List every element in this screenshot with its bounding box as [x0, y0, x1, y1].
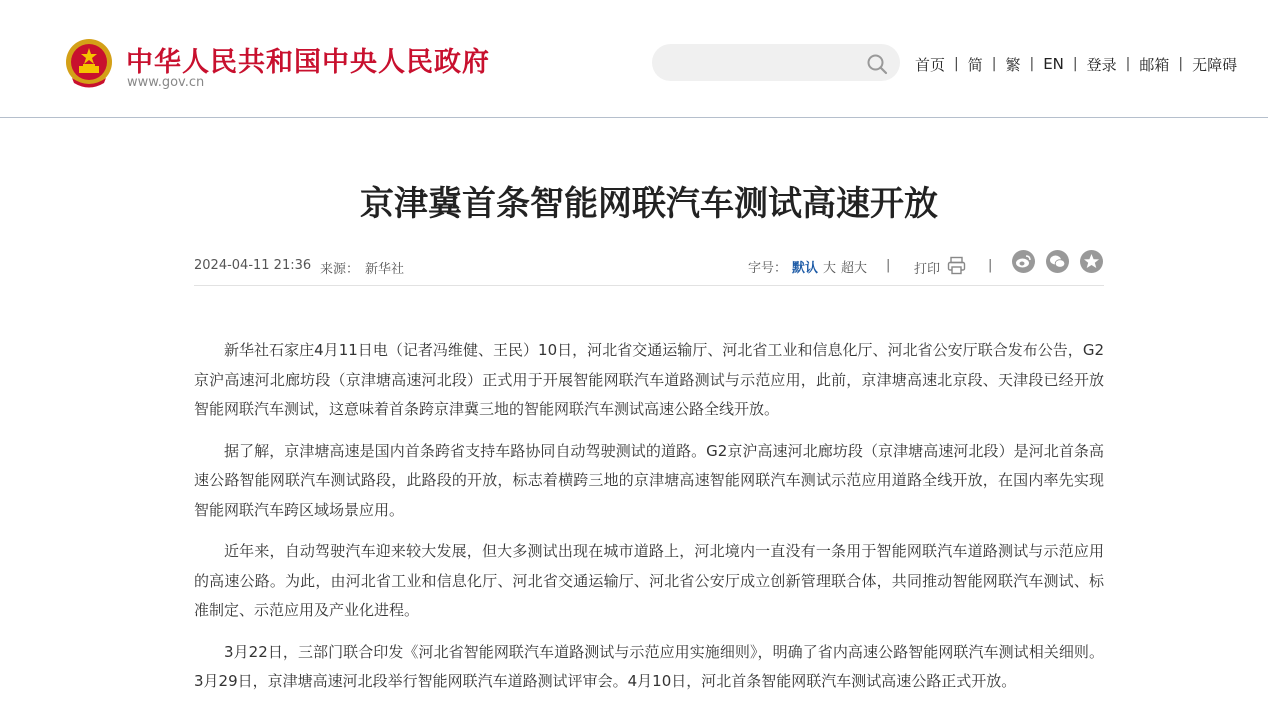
nav-divider: |	[954, 56, 959, 72]
print-button[interactable]: 打印	[914, 262, 941, 277]
publish-date: 2024-04-11 21:36	[194, 258, 312, 273]
meta-divider: |	[988, 258, 993, 273]
article-meta-bar	[194, 246, 1104, 286]
site-header	[0, 0, 1268, 118]
national-emblem-icon[interactable]	[64, 38, 114, 90]
wechat-icon[interactable]	[1046, 250, 1069, 273]
article-title: 京津冀首条智能网联汽车测试高速开放	[360, 184, 938, 224]
font-size-default[interactable]: 默认	[792, 261, 819, 276]
meta-divider: |	[886, 258, 891, 273]
nav-divider: |	[1125, 56, 1131, 72]
article-paragraph: 新华社石家庄4月11日电（记者冯维健、王民）10日，河北省交通运输厅、河北省工业和信息化厅、河北省公安厅联合发布公告，G2京沪高速河北廊坊段（京津塘高速河北段）正式用于开展智能网联汽车道路测试与示范应用，此前，京津塘高速北京段、天津段已经开放智能网联汽车测试，这意味着首条跨京津冀三地的智能网联汽车测试高速公路全线开放。	[194, 341, 1104, 418]
weibo-icon[interactable]	[1012, 250, 1035, 273]
font-size-control	[748, 257, 867, 276]
article-paragraph: 近年来，自动驾驶汽车迎来较大发展，但大多测试出现在城市道路上，河北境内一直没有一条用于智能网联汽车道路测试与示范应用的高速公路。为此，由河北省工业和信息化厅、河北省交通运输厅、河北省公安厅成立创新管理联合体，共同推动智能网联汽车测试、标准制定、示范应用及产业化进程。	[194, 542, 1104, 619]
favorite-star-icon[interactable]	[1080, 250, 1103, 273]
nav-divider: |	[991, 56, 997, 72]
search-icon[interactable]	[866, 53, 888, 75]
font-size-large[interactable]: 大	[823, 261, 837, 276]
top-nav	[915, 53, 1237, 75]
search-input[interactable]	[668, 50, 858, 75]
nav-mailbox[interactable]: 邮箱	[1139, 55, 1170, 74]
nav-simplified-chinese[interactable]: 简	[967, 55, 983, 74]
source-name: 新华社	[365, 262, 405, 277]
nav-divider: |	[1029, 56, 1035, 72]
nav-english[interactable]: EN	[1043, 55, 1064, 73]
site-url[interactable]: www.gov.cn	[127, 75, 205, 90]
article-paragraph: 据了解，京津塘高速是国内首条跨省支持车路协同自动驾驶测试的道路。G2京沪高速河北廊坊段（京津塘高速河北段）是河北首条高速公路智能网联汽车测试路段，此路段的开放，标志着横跨三地的京津塘高速智能网联汽车测试示范应用道路全线开放，在国内率先实现智能网联汽车跨区域场景应用。	[194, 441, 1104, 519]
article-body	[194, 336, 1104, 709]
site-title[interactable]: 中华人民共和国中央人民政府	[126, 47, 490, 78]
nav-traditional-chinese[interactable]: 繁	[1005, 55, 1021, 74]
font-size-label: 字号：	[748, 261, 788, 276]
nav-divider: |	[1178, 56, 1184, 72]
nav-accessibility[interactable]: 无障碍	[1192, 55, 1238, 74]
printer-icon[interactable]	[947, 256, 966, 275]
font-size-extra-large[interactable]: 超大	[841, 261, 868, 276]
nav-home[interactable]: 首页	[915, 55, 946, 74]
nav-login[interactable]: 登录	[1086, 55, 1117, 74]
article-paragraph: 3月22日，三部门联合印发《河北省智能网联汽车道路测试与示范应用实施细则》，明确了省内高速公路智能网联汽车测试相关细则。3月29日，京津塘高速河北段举行智能网联汽车道路测试评审会。4月10日，河北首条智能网联汽车测试高速公路正式开放。	[194, 642, 1104, 690]
source-label: 来源：	[320, 262, 360, 277]
nav-divider: |	[1072, 56, 1078, 72]
